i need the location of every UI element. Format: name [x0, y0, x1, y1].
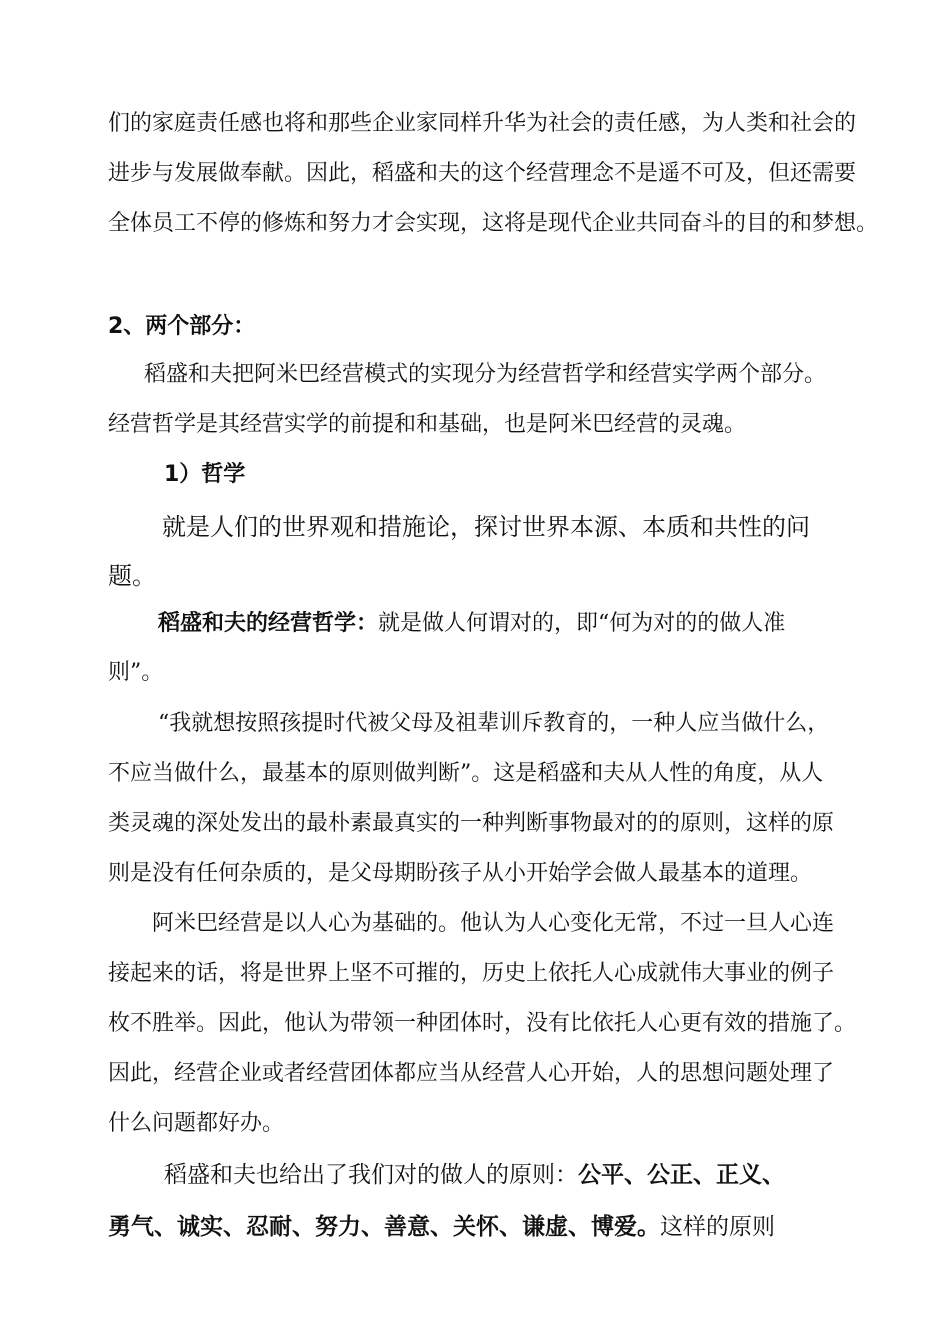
bold-text: 公平、公正、正义、: [578, 1162, 785, 1188]
paragraph-line: “我就想按照孩提时代被父母及祖辈训斥教育的，一种人应当做什么，: [158, 711, 830, 736]
paragraph-line: 稻盛和夫把阿米巴经营模式的实现分为经营哲学和经营实学两个部分。: [144, 362, 827, 387]
paragraph-line: 经营哲学是其经营实学的前提和和基础，也是阿米巴经营的灵魂。: [108, 412, 747, 437]
paragraph-line: 不应当做什么，最基本的原则做判断”。这是稻盛和夫从人性的角度，从人: [108, 761, 824, 786]
paragraph-line: 则是没有任何杂质的，是父母期盼孩子从小开始学会做人最基本的道理。: [108, 861, 813, 886]
paragraph-line: 什么问题都好办。: [108, 1111, 285, 1136]
paragraph-line: [164, 1156, 785, 1189]
paragraph-line: 阿米巴经营是以人心为基础的。他认为人心变化无常，不过一旦人心连: [152, 911, 835, 936]
bold-text: 勇气、诚实、忍耐、努力、善意、关怀、谦虚、博爱。: [108, 1214, 660, 1240]
inline-text: 稻盛和夫也给出了我们对的做人的原则：: [164, 1162, 578, 1188]
paragraph-line: 枚不胜举。因此，他认为带领一种团体时，没有比依托人心更有效的措施了。: [108, 1011, 857, 1036]
paragraph-line: 因此，经营企业或者经营团体都应当从经营人心开始，人的思想问题处理了: [108, 1061, 835, 1086]
inline-text: 这样的原则: [660, 1214, 775, 1240]
paragraph-line: 接起来的话，将是世界上坚不可摧的，历史上依托人心成就伟大事业的例子: [108, 961, 835, 986]
paragraph-line: 进步与发展做奉献。因此，稻盛和夫的这个经营理念不是遥不可及，但还需要: [108, 161, 857, 186]
paragraph-line: 就是人们的世界观和措施论，探讨世界本源、本质和共性的问: [162, 513, 810, 541]
paragraph-line: [108, 1208, 775, 1241]
paragraph-line: 们的家庭责任感也将和那些企业家同样升华为社会的责任感，为人类和社会的: [108, 111, 857, 136]
paragraph-line: 则”。: [108, 660, 164, 685]
subsection-heading: 1）哲学: [164, 462, 246, 487]
section-heading: 2、两个部分：: [108, 314, 256, 339]
paragraph-line: 全体员工不停的修炼和努力才会实现，这将是现代企业共同奋斗的目的和梦想。: [108, 211, 879, 236]
paragraph-line: [158, 606, 785, 637]
bold-label: 稻盛和夫的经营哲学：: [158, 611, 379, 636]
inline-text: 就是做人何谓对的，即“何为对的的做人准: [378, 611, 786, 636]
paragraph-line: 题。: [108, 562, 156, 590]
paragraph-line: 类灵魂的深处发出的最朴素最真实的一种判断事物最对的的原则，这样的原: [108, 811, 835, 836]
